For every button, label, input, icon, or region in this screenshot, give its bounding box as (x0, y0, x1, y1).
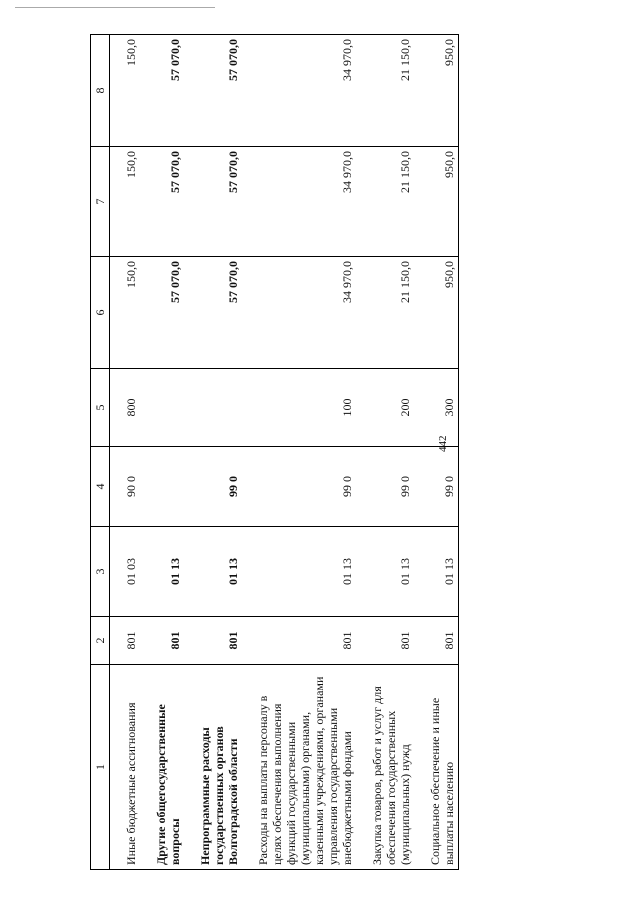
table-cell-col-2: 801 (414, 617, 459, 665)
table-cell-col-7: 34 970,0 (242, 147, 356, 257)
rotated-table-container (90, 35, 600, 870)
table-row (184, 35, 242, 870)
header-col-3: 3 (91, 527, 110, 617)
table-cell-col-7: 950,0 (414, 147, 459, 257)
table-cell-col-1: Закупка товаров, работ и услуг для обеспечения государственных (муниципальных) нужд (356, 665, 414, 870)
table-cell-col-3: 01 13 (242, 527, 356, 617)
table-cell-col-4: 99 0 (242, 447, 356, 527)
table-row (242, 35, 356, 870)
table-cell-col-8: 57 070,0 (184, 35, 242, 147)
table-cell-col-8: 150,0 (110, 35, 141, 147)
table-cell-col-6: 21 150,0 (356, 257, 414, 369)
table-cell-col-2: 801 (356, 617, 414, 665)
top-rule (15, 7, 215, 8)
table-cell-col-7: 57 070,0 (184, 147, 242, 257)
table-cell-col-7: 21 150,0 (356, 147, 414, 257)
table-cell-col-2: 801 (184, 617, 242, 665)
table-cell-col-5: 100 (242, 369, 356, 447)
table-cell-col-2: 801 (140, 617, 184, 665)
table-cell-col-1: Другие общегосударственные вопросы (140, 665, 184, 870)
table-cell-col-5: 800 (110, 369, 141, 447)
table-cell-col-5: 300 (414, 369, 459, 447)
header-col-2: 2 (91, 617, 110, 665)
table-cell-col-3: 01 03 (110, 527, 141, 617)
table-cell-col-5 (140, 369, 184, 447)
header-col-8: 8 (91, 35, 110, 147)
table-cell-col-7: 57 070,0 (140, 147, 184, 257)
page-number: 442 (437, 435, 449, 452)
table-cell-col-1: Иные бюджетные ассигнования (110, 665, 141, 870)
table-cell-col-2: 801 (242, 617, 356, 665)
table-cell-col-6: 57 070,0 (140, 257, 184, 369)
table-cell-col-6: 150,0 (110, 257, 141, 369)
header-row (91, 35, 110, 870)
table-row (414, 35, 459, 870)
table-body (110, 35, 459, 870)
table-row (356, 35, 414, 870)
table-cell-col-1: Непрограммные расходы государственных органов Волгоградской области (184, 665, 242, 870)
table-cell-col-4: 99 0 (356, 447, 414, 527)
table-cell-col-1: Расходы на выплаты персоналу в целях обеспечения выполнения функций государственными (муниципальными) органами, казенными учреждениями, органами управления государственными внебюджетными фондами (242, 665, 356, 870)
header-col-5: 5 (91, 369, 110, 447)
budget-table (90, 34, 459, 870)
table-cell-col-8: 950,0 (414, 35, 459, 147)
table-cell-col-4: 99 0 (414, 447, 459, 527)
table-row (140, 35, 184, 870)
table-cell-col-3: 01 13 (140, 527, 184, 617)
table-cell-col-7: 150,0 (110, 147, 141, 257)
header-col-7: 7 (91, 147, 110, 257)
header-col-1: 1 (91, 665, 110, 870)
header-col-4: 4 (91, 447, 110, 527)
table-cell-col-6: 57 070,0 (184, 257, 242, 369)
table-cell-col-8: 57 070,0 (140, 35, 184, 147)
table-cell-col-6: 950,0 (414, 257, 459, 369)
table-cell-col-8: 21 150,0 (356, 35, 414, 147)
table-row (110, 35, 141, 870)
table-cell-col-6: 34 970,0 (242, 257, 356, 369)
table-cell-col-4: 90 0 (110, 447, 141, 527)
table-cell-col-3: 01 13 (184, 527, 242, 617)
table-cell-col-4: 99 0 (184, 447, 242, 527)
table-cell-col-5: 200 (356, 369, 414, 447)
table-cell-col-4 (140, 447, 184, 527)
table-cell-col-5 (184, 369, 242, 447)
header-col-6: 6 (91, 257, 110, 369)
table-cell-col-1: Социальное обеспечение и иные выплаты населению (414, 665, 459, 870)
table-cell-col-2: 801 (110, 617, 141, 665)
table-cell-col-8: 34 970,0 (242, 35, 356, 147)
table-cell-col-3: 01 13 (414, 527, 459, 617)
table-cell-col-3: 01 13 (356, 527, 414, 617)
